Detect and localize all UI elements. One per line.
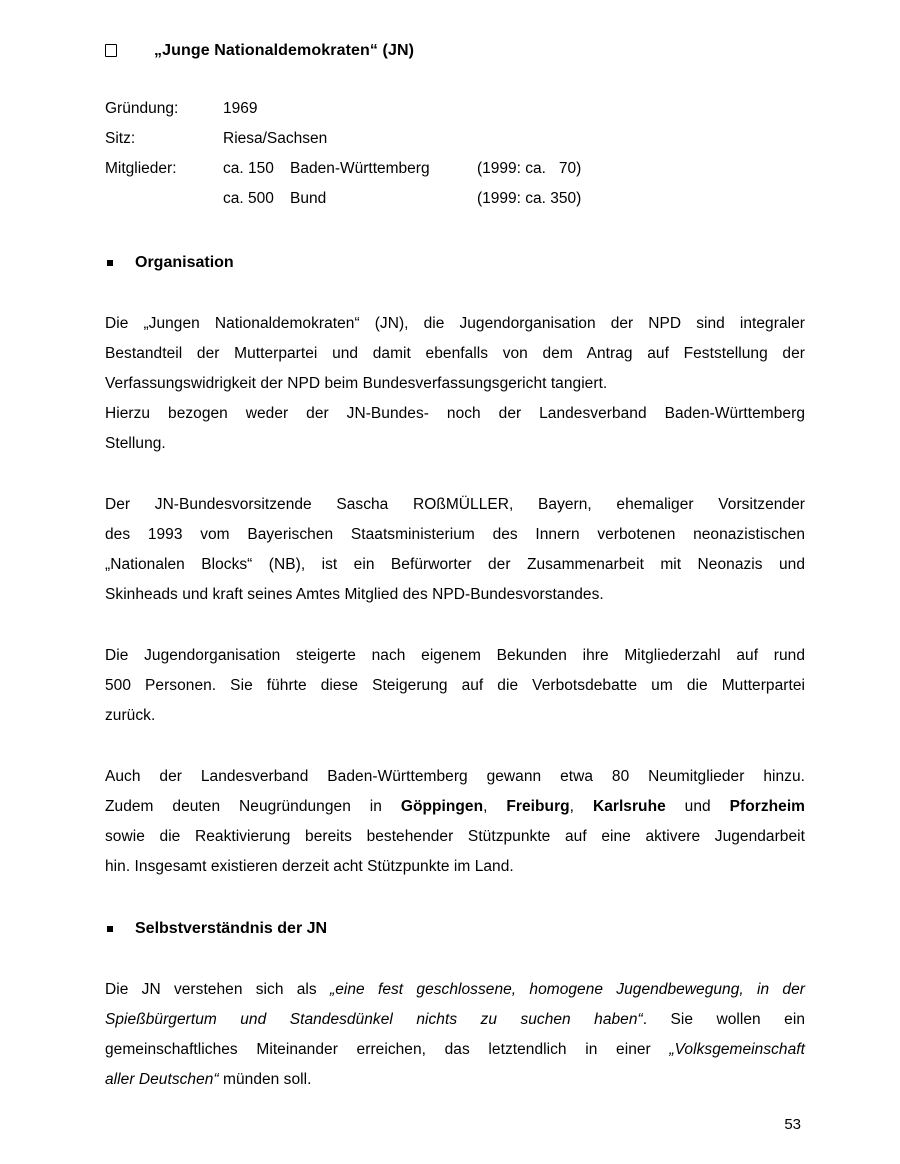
document-title: „Junge Nationaldemokraten“ (JN) xyxy=(154,42,415,59)
text-line xyxy=(105,792,805,822)
text-line xyxy=(105,490,805,520)
italic-quote-text: „eine fest geschlossene, homogene Jugendbewegung, in der xyxy=(329,981,805,998)
text-line xyxy=(105,580,805,610)
text-line xyxy=(105,1035,805,1065)
fact-label: Gründung: xyxy=(105,100,179,117)
body-text: Die „Jungen Nationaldemokraten“ (JN), die Jugendorganisation der NPD sind integraler xyxy=(105,315,805,332)
italic-quote-text: Spießbürgertum und Standesdünkel nichts zu suchen haben“ xyxy=(105,1011,643,1028)
section-heading-row xyxy=(105,914,805,944)
italic-quote-text: aller Deutschen“ xyxy=(105,1071,224,1088)
square-bullet-icon xyxy=(107,926,113,932)
section-heading-row xyxy=(105,248,805,278)
body-text: Zudem deuten Neugründungen in xyxy=(105,798,401,815)
body-text: Verfassungswidrigkeit der NPD beim Bundesverfassungsgericht tangiert. xyxy=(105,375,608,392)
section-selbstverstaendnis xyxy=(105,914,805,1095)
body-text: gemeinschaftliches Miteinander erreichen, das letztendlich in einer xyxy=(105,1041,670,1058)
fact-row-gruendung xyxy=(105,94,805,124)
body-text: des 1993 vom Bayerischen Staatsministerium des Innern verbotenen neonazistischen xyxy=(105,526,805,543)
fact-value: Bund xyxy=(290,190,327,207)
page-number: 53 xyxy=(784,1116,801,1133)
fact-value: Baden-Württemberg xyxy=(290,160,430,177)
bold-text: Freiburg xyxy=(506,798,570,815)
body-text: , xyxy=(569,798,593,815)
ballot-box-icon xyxy=(105,44,117,57)
body-text: Bestandteil der Mutterpartei und damit ebenfalls von dem Antrag auf Feststellung der xyxy=(105,345,805,362)
body-text: Die JN verstehen sich als xyxy=(105,981,330,998)
paragraph xyxy=(105,762,805,882)
body-text: . Sie wollen ein xyxy=(642,1011,805,1028)
body-text: 500 Personen. Sie führte diese Steigerung auf die Verbotsdebatte um die Mutterpartei xyxy=(105,677,805,694)
text-line xyxy=(105,671,805,701)
text-line xyxy=(105,550,805,580)
paragraph xyxy=(105,975,805,1095)
text-line xyxy=(105,852,805,882)
bold-text: Göppingen xyxy=(400,798,484,815)
section-paragraphs xyxy=(105,975,805,1095)
text-line xyxy=(105,339,805,369)
text-line xyxy=(105,309,805,339)
section-heading: Organisation xyxy=(135,254,234,271)
fact-row-mitglieder-bw xyxy=(105,154,805,184)
text-line xyxy=(105,762,805,792)
body-text: Auch der Landesverband Baden-Württemberg gewann etwa 80 Neumitglieder hinzu. xyxy=(105,768,805,785)
text-line xyxy=(105,1065,805,1095)
italic-quote-text: „Volksgemeinschaft xyxy=(669,1041,805,1058)
body-text: „Nationalen Blocks“ (NB), ist ein Befürworter der Zusammenarbeit mit Neonazis und xyxy=(105,556,805,573)
body-text: hin. Insgesamt existieren derzeit acht Stützpunkte im Land. xyxy=(105,858,514,875)
body-text: und xyxy=(665,798,730,815)
fact-value: Riesa/Sachsen xyxy=(223,130,328,147)
body-text: , xyxy=(483,798,507,815)
fact-row-mitglieder-bund xyxy=(105,184,805,214)
fact-label: Sitz: xyxy=(105,130,136,147)
paragraph xyxy=(105,641,805,731)
body-text: zurück. xyxy=(105,707,156,724)
square-bullet-icon xyxy=(107,260,113,266)
body-text: Die Jugendorganisation steigerte nach eigenem Bekunden ihre Mitgliederzahl auf rund xyxy=(105,647,805,664)
section-heading: Selbstverständnis der JN xyxy=(135,920,328,937)
text-line xyxy=(105,520,805,550)
text-line xyxy=(105,822,805,852)
body-text: münden soll. xyxy=(223,1071,312,1088)
body-text: Skinheads und kraft seines Amtes Mitglied des NPD-Bundesvorstandes. xyxy=(105,586,604,603)
body-text: Stellung. xyxy=(105,435,166,452)
fact-value: ca. 150 xyxy=(223,160,274,177)
fact-value: 1969 xyxy=(223,100,258,117)
bold-text: Karlsruhe xyxy=(592,798,666,815)
document-title-row xyxy=(105,36,805,66)
section-organisation xyxy=(105,248,805,882)
bold-text: Pforzheim xyxy=(729,798,806,815)
paragraph xyxy=(105,490,805,610)
fact-value: (1999: ca. 70) xyxy=(477,160,582,177)
text-line xyxy=(105,429,805,459)
body-text: Hierzu bezogen weder der JN-Bundes- noch der Landesverband Baden-Württemberg xyxy=(105,405,805,422)
fact-value: ca. 500 xyxy=(223,190,274,207)
fact-label: Mitglieder: xyxy=(105,160,177,177)
text-line xyxy=(105,641,805,671)
text-line xyxy=(105,975,805,1005)
fact-value: (1999: ca. 350) xyxy=(477,190,582,207)
text-line xyxy=(105,399,805,429)
fact-row-sitz xyxy=(105,124,805,154)
text-line xyxy=(105,701,805,731)
text-line xyxy=(105,1005,805,1035)
text-line xyxy=(105,369,805,399)
body-text: sowie die Reaktivierung bereits bestehender Stützpunkte auf eine aktivere Jugendarbeit xyxy=(105,828,805,845)
body-text: Der JN-Bundesvorsitzende Sascha ROßMÜLLER, Bayern, ehemaliger Vorsitzender xyxy=(105,496,805,513)
paragraph xyxy=(105,309,805,459)
facts-table xyxy=(105,94,805,214)
page-content xyxy=(105,0,805,1095)
section-paragraphs xyxy=(105,309,805,882)
